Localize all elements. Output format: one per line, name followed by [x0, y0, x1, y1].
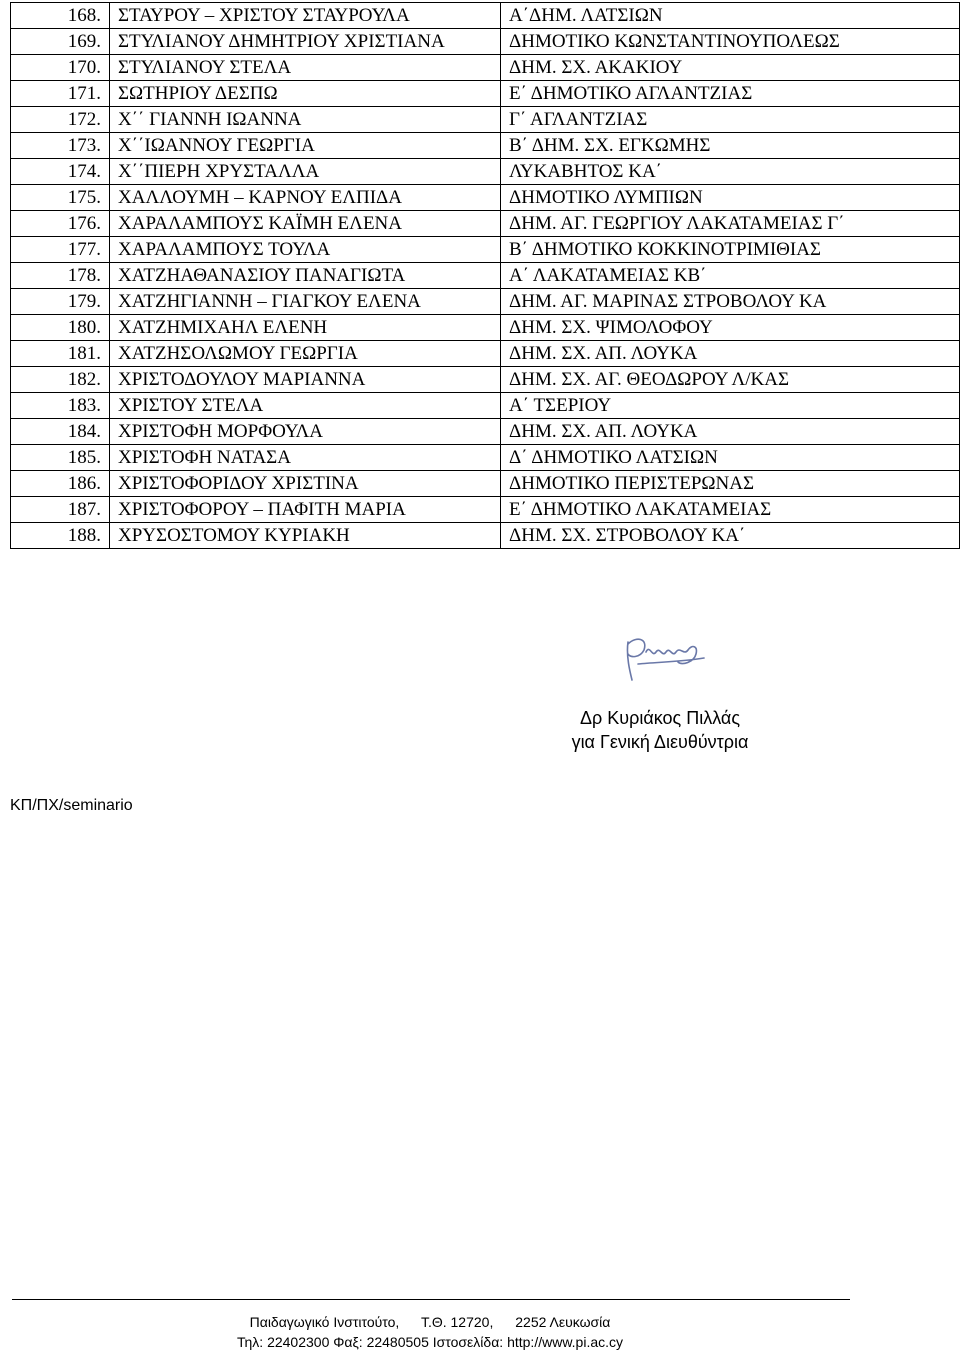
table-row	[11, 315, 960, 341]
row-number: 170.	[11, 55, 110, 81]
participant-name: ΧΑΡΑΛΑΜΠΟΥΣ ΤΟΥΛΑ	[110, 237, 501, 263]
school-name: ΔΗΜ. ΣΧ. ΑΠ. ΛΟΥΚΑ	[501, 419, 960, 445]
row-number: 172.	[11, 107, 110, 133]
footer-address-line	[0, 1312, 860, 1332]
row-number: 186.	[11, 471, 110, 497]
footer-phone: Τηλ: 22402300	[236, 1334, 330, 1350]
school-name: ΔΗΜ. ΣΧ. ΣΤΡΟΒΟΛΟΥ ΚΑ΄	[501, 523, 960, 549]
school-name: ΔΗΜΟΤΙΚΟ ΛΥΜΠΙΩΝ	[501, 185, 960, 211]
participant-name: ΧΑΡΑΛΑΜΠΟΥΣ ΚΑΪΜΗ ΕΛΕΝΑ	[110, 211, 501, 237]
school-name: Δ΄ ΔΗΜΟΤΙΚΟ ΛΑΤΣΙΩΝ	[501, 445, 960, 471]
participant-name: Χ΄΄ΠΙΕΡΗ ΧΡΥΣΤΑΛΛΑ	[110, 159, 501, 185]
table-row	[11, 367, 960, 393]
school-name: Α΄ ΛΑΚΑΤΑΜΕΙΑΣ ΚΒ΄	[501, 263, 960, 289]
table-row	[11, 211, 960, 237]
participant-name: ΧΑΤΖΗΣΟΛΩΜΟΥ ΓΕΩΡΓΙΑ	[110, 341, 501, 367]
school-name: ΛΥΚΑΒΗΤΟΣ ΚΑ΄	[501, 159, 960, 185]
participant-name: ΧΡΙΣΤΟΔΟΥΛΟΥ ΜΑΡΙΑΝΝΑ	[110, 367, 501, 393]
school-name: ΔΗΜ. ΑΓ. ΓΕΩΡΓΙΟΥ ΛΑΚΑΤΑΜΕΙΑΣ Γ΄	[501, 211, 960, 237]
table-row	[11, 237, 960, 263]
participant-name: ΧΑΛΛΟΥΜΗ – ΚΑΡΝΟΥ ΕΛΠΙΔΑ	[110, 185, 501, 211]
participant-name: ΧΡΙΣΤΟΦΗ ΜΟΡΦΟΥΛΑ	[110, 419, 501, 445]
footer-website: Ιστοσελίδα: http://www.pi.ac.cy	[432, 1334, 624, 1350]
footer-fax: Φαξ: 22480505	[333, 1334, 429, 1350]
table-row	[11, 159, 960, 185]
row-number: 185.	[11, 445, 110, 471]
footer-po-box: Τ.Θ. 12720,	[420, 1314, 494, 1330]
participant-name: ΣΤΥΛΙΑΝΟΥ ΣΤΕΛΑ	[110, 55, 501, 81]
signature-mark	[618, 622, 718, 686]
table-row	[11, 133, 960, 159]
school-name: Ε΄ ΔΗΜΟΤΙΚΟ ΛΑΚΑΤΑΜΕΙΑΣ	[501, 497, 960, 523]
participant-name: ΧΑΤΖΗΜΙΧΑΗΛ ΕΛΕΝΗ	[110, 315, 501, 341]
school-name: Α΄ ΤΣΕΡΙΟΥ	[501, 393, 960, 419]
footer-city: 2252 Λευκωσία	[515, 1314, 611, 1330]
signer-role: για Γενική Διευθύντρια	[571, 732, 749, 752]
participant-name: ΣΤΑΥΡΟΥ – ΧΡΙΣΤΟΥ ΣΤΑΥΡΟΥΛΑ	[110, 3, 501, 29]
school-name: ΔΗΜ. ΣΧ. ΨΙΜΟΛΟΦΟΥ	[501, 315, 960, 341]
table-row	[11, 341, 960, 367]
footer-divider	[12, 1299, 850, 1300]
row-number: 187.	[11, 497, 110, 523]
table-row	[11, 419, 960, 445]
footer-institute: Παιδαγωγικό Ινστιτούτο,	[249, 1314, 400, 1330]
row-number: 182.	[11, 367, 110, 393]
row-number: 176.	[11, 211, 110, 237]
file-reference: ΚΠ/ΠΧ/seminario	[10, 797, 133, 814]
footer-contact-line	[0, 1332, 860, 1352]
row-number: 175.	[11, 185, 110, 211]
row-number: 184.	[11, 419, 110, 445]
participant-name: Χ΄΄ ΓΙΑΝΝΗ ΙΩΑΝΝΑ	[110, 107, 501, 133]
page-footer	[0, 1312, 860, 1352]
row-number: 171.	[11, 81, 110, 107]
school-name: Α΄ΔΗΜ. ΛΑΤΣΙΩΝ	[501, 3, 960, 29]
row-number: 169.	[11, 29, 110, 55]
participants-table-body	[11, 3, 960, 549]
participant-name: ΧΡΙΣΤΟΦΗ ΝΑΤΑΣΑ	[110, 445, 501, 471]
signer-name: Δρ Κυριάκος Πιλλάς	[579, 708, 741, 728]
table-row	[11, 81, 960, 107]
school-name: ΔΗΜ. ΑΓ. ΜΑΡΙΝΑΣ ΣΤΡΟΒΟΛΟΥ ΚΑ	[501, 289, 960, 315]
school-name: ΔΗΜ. ΣΧ. ΑΚΑΚΙΟΥ	[501, 55, 960, 81]
table-row	[11, 55, 960, 81]
participant-name: ΣΤΥΛΙΑΝΟΥ ΔΗΜΗΤΡΙΟΥ ΧΡΙΣΤΙΑΝΑ	[110, 29, 501, 55]
row-number: 183.	[11, 393, 110, 419]
table-row	[11, 393, 960, 419]
table-row	[11, 107, 960, 133]
row-number: 177.	[11, 237, 110, 263]
signer-block	[540, 706, 780, 754]
participant-name: ΧΡΙΣΤΟΦΟΡΙΔΟΥ ΧΡΙΣΤΙΝΑ	[110, 471, 501, 497]
table-row	[11, 497, 960, 523]
table-row	[11, 29, 960, 55]
school-name: Β΄ ΔΗΜΟΤΙΚΟ ΚΟΚΚΙΝΟΤΡΙΜΙΘΙΑΣ	[501, 237, 960, 263]
school-name: ΔΗΜΟΤΙΚΟ ΚΩΝΣΤΑΝΤΙΝΟΥΠΟΛΕΩΣ	[501, 29, 960, 55]
row-number: 173.	[11, 133, 110, 159]
table-row	[11, 445, 960, 471]
participant-name: ΧΡΙΣΤΟΥ ΣΤΕΛΑ	[110, 393, 501, 419]
table-row	[11, 185, 960, 211]
table-row	[11, 263, 960, 289]
table-row	[11, 523, 960, 549]
participant-name: ΧΑΤΖΗΑΘΑΝΑΣΙΟΥ ΠΑΝΑΓΙΩΤΑ	[110, 263, 501, 289]
row-number: 174.	[11, 159, 110, 185]
row-number: 180.	[11, 315, 110, 341]
school-name: ΔΗΜ. ΣΧ. ΑΠ. ΛΟΥΚΑ	[501, 341, 960, 367]
table-row	[11, 471, 960, 497]
participant-name: ΣΩΤΗΡΙΟΥ ΔΕΣΠΩ	[110, 81, 501, 107]
row-number: 179.	[11, 289, 110, 315]
row-number: 188.	[11, 523, 110, 549]
row-number: 168.	[11, 3, 110, 29]
participant-name: ΧΑΤΖΗΓΙΑΝΝΗ – ΓΙΑΓΚΟΥ ΕΛΕΝΑ	[110, 289, 501, 315]
participant-name: ΧΡΙΣΤΟΦΟΡΟΥ – ΠΑΦΙΤΗ ΜΑΡΙΑ	[110, 497, 501, 523]
participant-name: ΧΡΥΣΟΣΤΟΜΟΥ ΚΥΡΙΑΚΗ	[110, 523, 501, 549]
school-name: Ε΄ ΔΗΜΟΤΙΚΟ ΑΓΛΑΝΤΖΙΑΣ	[501, 81, 960, 107]
row-number: 178.	[11, 263, 110, 289]
school-name: Γ΄ ΑΓΛΑΝΤΖΙΑΣ	[501, 107, 960, 133]
table-row	[11, 289, 960, 315]
school-name: ΔΗΜ. ΣΧ. ΑΓ. ΘΕΟΔΩΡΟΥ Λ/ΚΑΣ	[501, 367, 960, 393]
row-number: 181.	[11, 341, 110, 367]
school-name: Β΄ ΔΗΜ. ΣΧ. ΕΓΚΩΜΗΣ	[501, 133, 960, 159]
participant-name: Χ΄΄ΙΩΑΝΝΟΥ ΓΕΩΡΓΙΑ	[110, 133, 501, 159]
participants-table	[10, 2, 960, 549]
school-name: ΔΗΜΟΤΙΚΟ ΠΕΡΙΣΤΕΡΩΝΑΣ	[501, 471, 960, 497]
table-row	[11, 3, 960, 29]
